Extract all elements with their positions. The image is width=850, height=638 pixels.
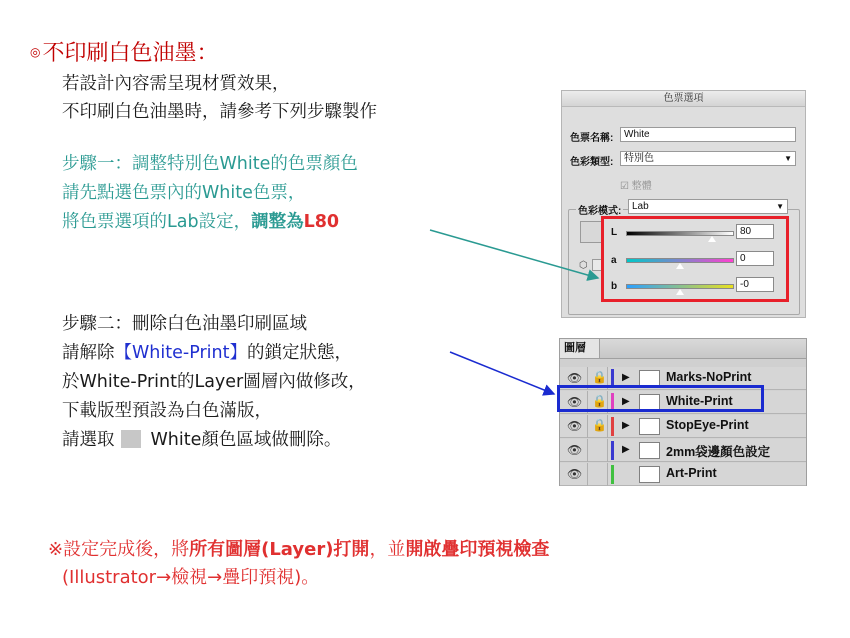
swatch-name-field[interactable]: White xyxy=(620,127,796,142)
expand-triangle-icon[interactable]: ▶ xyxy=(622,444,630,455)
global-label: 整體 xyxy=(631,181,652,192)
expand-triangle-icon[interactable]: ▶ xyxy=(622,420,630,431)
eye-icon[interactable]: 👁 xyxy=(567,443,583,457)
note-line-1-c: ，並 xyxy=(369,539,406,560)
eye-icon[interactable]: 👁 xyxy=(567,395,583,409)
tab-layers[interactable]: 圖層 xyxy=(560,339,600,358)
color-type-value: 特別色 xyxy=(624,153,654,164)
color-type-label: 色彩類型: xyxy=(570,157,614,168)
channel-l-label: L xyxy=(611,227,618,238)
eye-icon[interactable]: 👁 xyxy=(567,419,583,433)
eye-icon[interactable]: 👁 xyxy=(567,467,583,481)
lock-icon[interactable]: 🔒 xyxy=(592,394,607,408)
layer-name: Art-Print xyxy=(666,466,717,480)
step-1-line-3-b: 調整為 xyxy=(251,212,304,232)
chevron-down-icon: ▼ xyxy=(784,154,792,163)
chevron-down-icon: ▼ xyxy=(776,202,784,211)
note-line-1-b: 所有圖層(Layer)打開 xyxy=(189,539,370,560)
step-2-layer-name: 【White-Print】 xyxy=(114,343,247,363)
lock-icon[interactable]: 🔒 xyxy=(592,370,607,384)
step-1-heading: 步驟一：調整特別色White的色票顏色 xyxy=(62,154,358,174)
layer-name: Marks-NoPrint xyxy=(666,370,752,384)
step-2-line-3: 於White-Print的Layer圖層內做修改， xyxy=(62,372,366,392)
step-1-line-2: 請先點選色票內的White色票， xyxy=(62,183,306,203)
swatch-name-label: 色票名稱: xyxy=(570,133,614,144)
color-mode-value: Lab xyxy=(632,201,649,212)
channel-l-value[interactable]: 80 xyxy=(736,224,774,239)
layer-name: StopEye-Print xyxy=(666,418,749,432)
note-line-1-a: ※設定完成後，將 xyxy=(48,539,190,560)
color-mode-label: 色彩模式: xyxy=(576,202,623,217)
dialog-title: 色票選項 xyxy=(562,91,805,107)
channel-b-label: b xyxy=(611,281,618,292)
channel-a-value[interactable]: 0 xyxy=(736,251,774,266)
gamut-cube-icon: ⬡ xyxy=(579,260,588,271)
step-1-line-3-a: 將色票選項的Lab設定， xyxy=(62,212,252,232)
lock-icon[interactable]: 🔒 xyxy=(592,418,607,432)
step-2-arrow xyxy=(450,352,554,394)
eye-icon[interactable]: 👁 xyxy=(567,371,583,385)
step-1-arrow xyxy=(430,230,598,278)
expand-triangle-icon[interactable]: ▶ xyxy=(622,372,630,383)
note-line-1-d: 開啟疊印預視檢查 xyxy=(405,539,550,560)
intro-line-2: 不印刷白色油墨時，請參考下列步驟製作 xyxy=(62,102,377,122)
step-2-line-2-c: 的鎖定狀態， xyxy=(246,343,352,363)
step-2-line-5-b: White顏色區域做刪除。 xyxy=(150,430,342,450)
title-text: 不印刷白色油墨： xyxy=(42,41,219,66)
layer-name: 2mm袋邊顏色設定 xyxy=(666,445,771,459)
step-2-line-4: 下載版型預設為白色滿版， xyxy=(62,401,272,421)
step-1-l80-value: L80 xyxy=(303,212,340,232)
bullet-mark: ◎ xyxy=(30,45,41,59)
layer-name: White-Print xyxy=(666,394,733,408)
expand-triangle-icon[interactable]: ▶ xyxy=(622,396,630,407)
global-checkbox[interactable]: ☑ 整體 xyxy=(620,181,652,192)
channel-b-value[interactable]: -0 xyxy=(736,277,774,292)
channel-a-label: a xyxy=(611,255,617,266)
step-2-line-5-a: 請選取 xyxy=(62,430,115,450)
step-2-line-2-a: 請解除 xyxy=(62,343,115,363)
step-2-heading: 步驟二：刪除白色油墨印刷區域 xyxy=(62,314,307,334)
note-line-2: (Illustrator→檢視→疊印預視)。 xyxy=(62,567,320,588)
intro-line-1: 若設計內容需呈現材質效果， xyxy=(62,74,290,94)
